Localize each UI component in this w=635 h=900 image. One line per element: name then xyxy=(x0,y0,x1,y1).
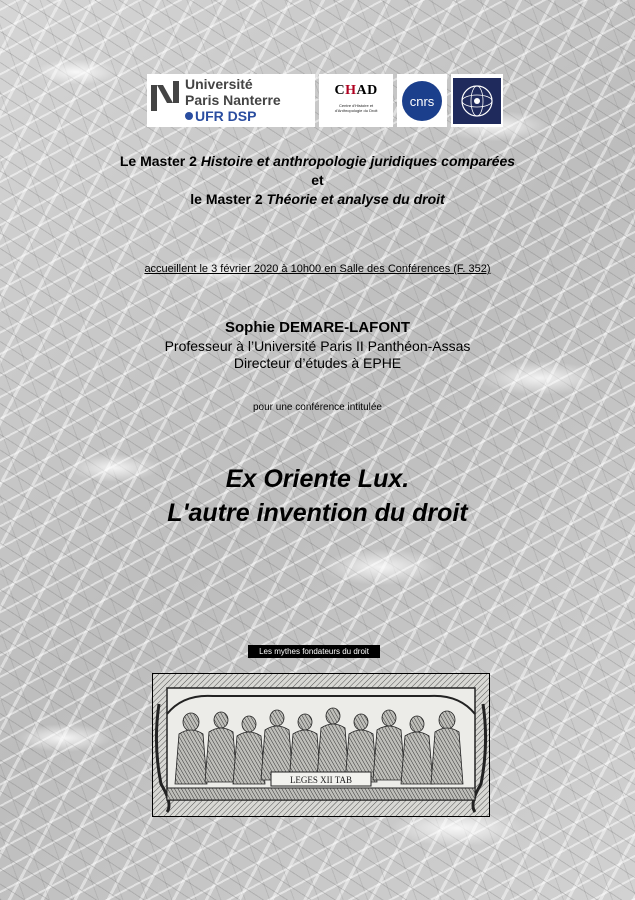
conference-intro: pour une conférence intitulée xyxy=(253,402,382,413)
ufr-label: UFR DSP xyxy=(195,108,257,124)
engraving-inscription: LEGES XII TAB xyxy=(289,775,353,785)
paris-nanterre-logo xyxy=(147,74,315,127)
logo-bar xyxy=(147,74,503,127)
engraving-image xyxy=(152,673,490,817)
university-name-line2: Paris Nanterre xyxy=(185,92,281,108)
conference-title-line-1: Ex Oriente Lux. xyxy=(225,465,410,493)
speaker-role-2: Directeur d’études à EPHE xyxy=(233,355,402,371)
master-line-3: le Master 2 Théorie et analyse du droit xyxy=(190,191,445,207)
cnrs-icon xyxy=(400,79,444,123)
master-line-2: et xyxy=(311,172,324,188)
master-line-1: Le Master 2 Histoire et anthropologie juridiques comparées xyxy=(119,153,516,169)
chad-logo xyxy=(319,74,393,127)
university-name-line1: Université xyxy=(185,76,253,92)
ufr-dot-icon xyxy=(185,112,193,120)
engraving-illustration xyxy=(153,674,489,816)
image-caption: Les mythes fondateurs du droit xyxy=(248,645,380,658)
speaker-role-1: Professeur à l’Université Paris II Panthéon-Assas xyxy=(164,338,471,354)
conference-title xyxy=(0,462,635,530)
chad-title: CHAD xyxy=(334,83,378,98)
svg-text:cnrs: cnrs xyxy=(409,93,435,109)
ephe-logo xyxy=(451,74,503,127)
master-programs xyxy=(0,152,635,209)
chad-subtitle: Centre d'Histoire et d'Anthropologie du Droit xyxy=(334,103,378,113)
speaker-name: Sophie DEMARE-LAFONT xyxy=(225,319,410,336)
speaker-block xyxy=(0,318,635,372)
conference-title-line-2: L'autre invention du droit xyxy=(167,499,468,527)
nanterre-mark-icon xyxy=(151,81,181,111)
ephe-icon xyxy=(453,78,501,124)
event-details: accueillent le 3 février 2020 à 10h00 en Salle des Conférences (F. 352) xyxy=(144,263,491,275)
cnrs-logo xyxy=(397,74,446,127)
